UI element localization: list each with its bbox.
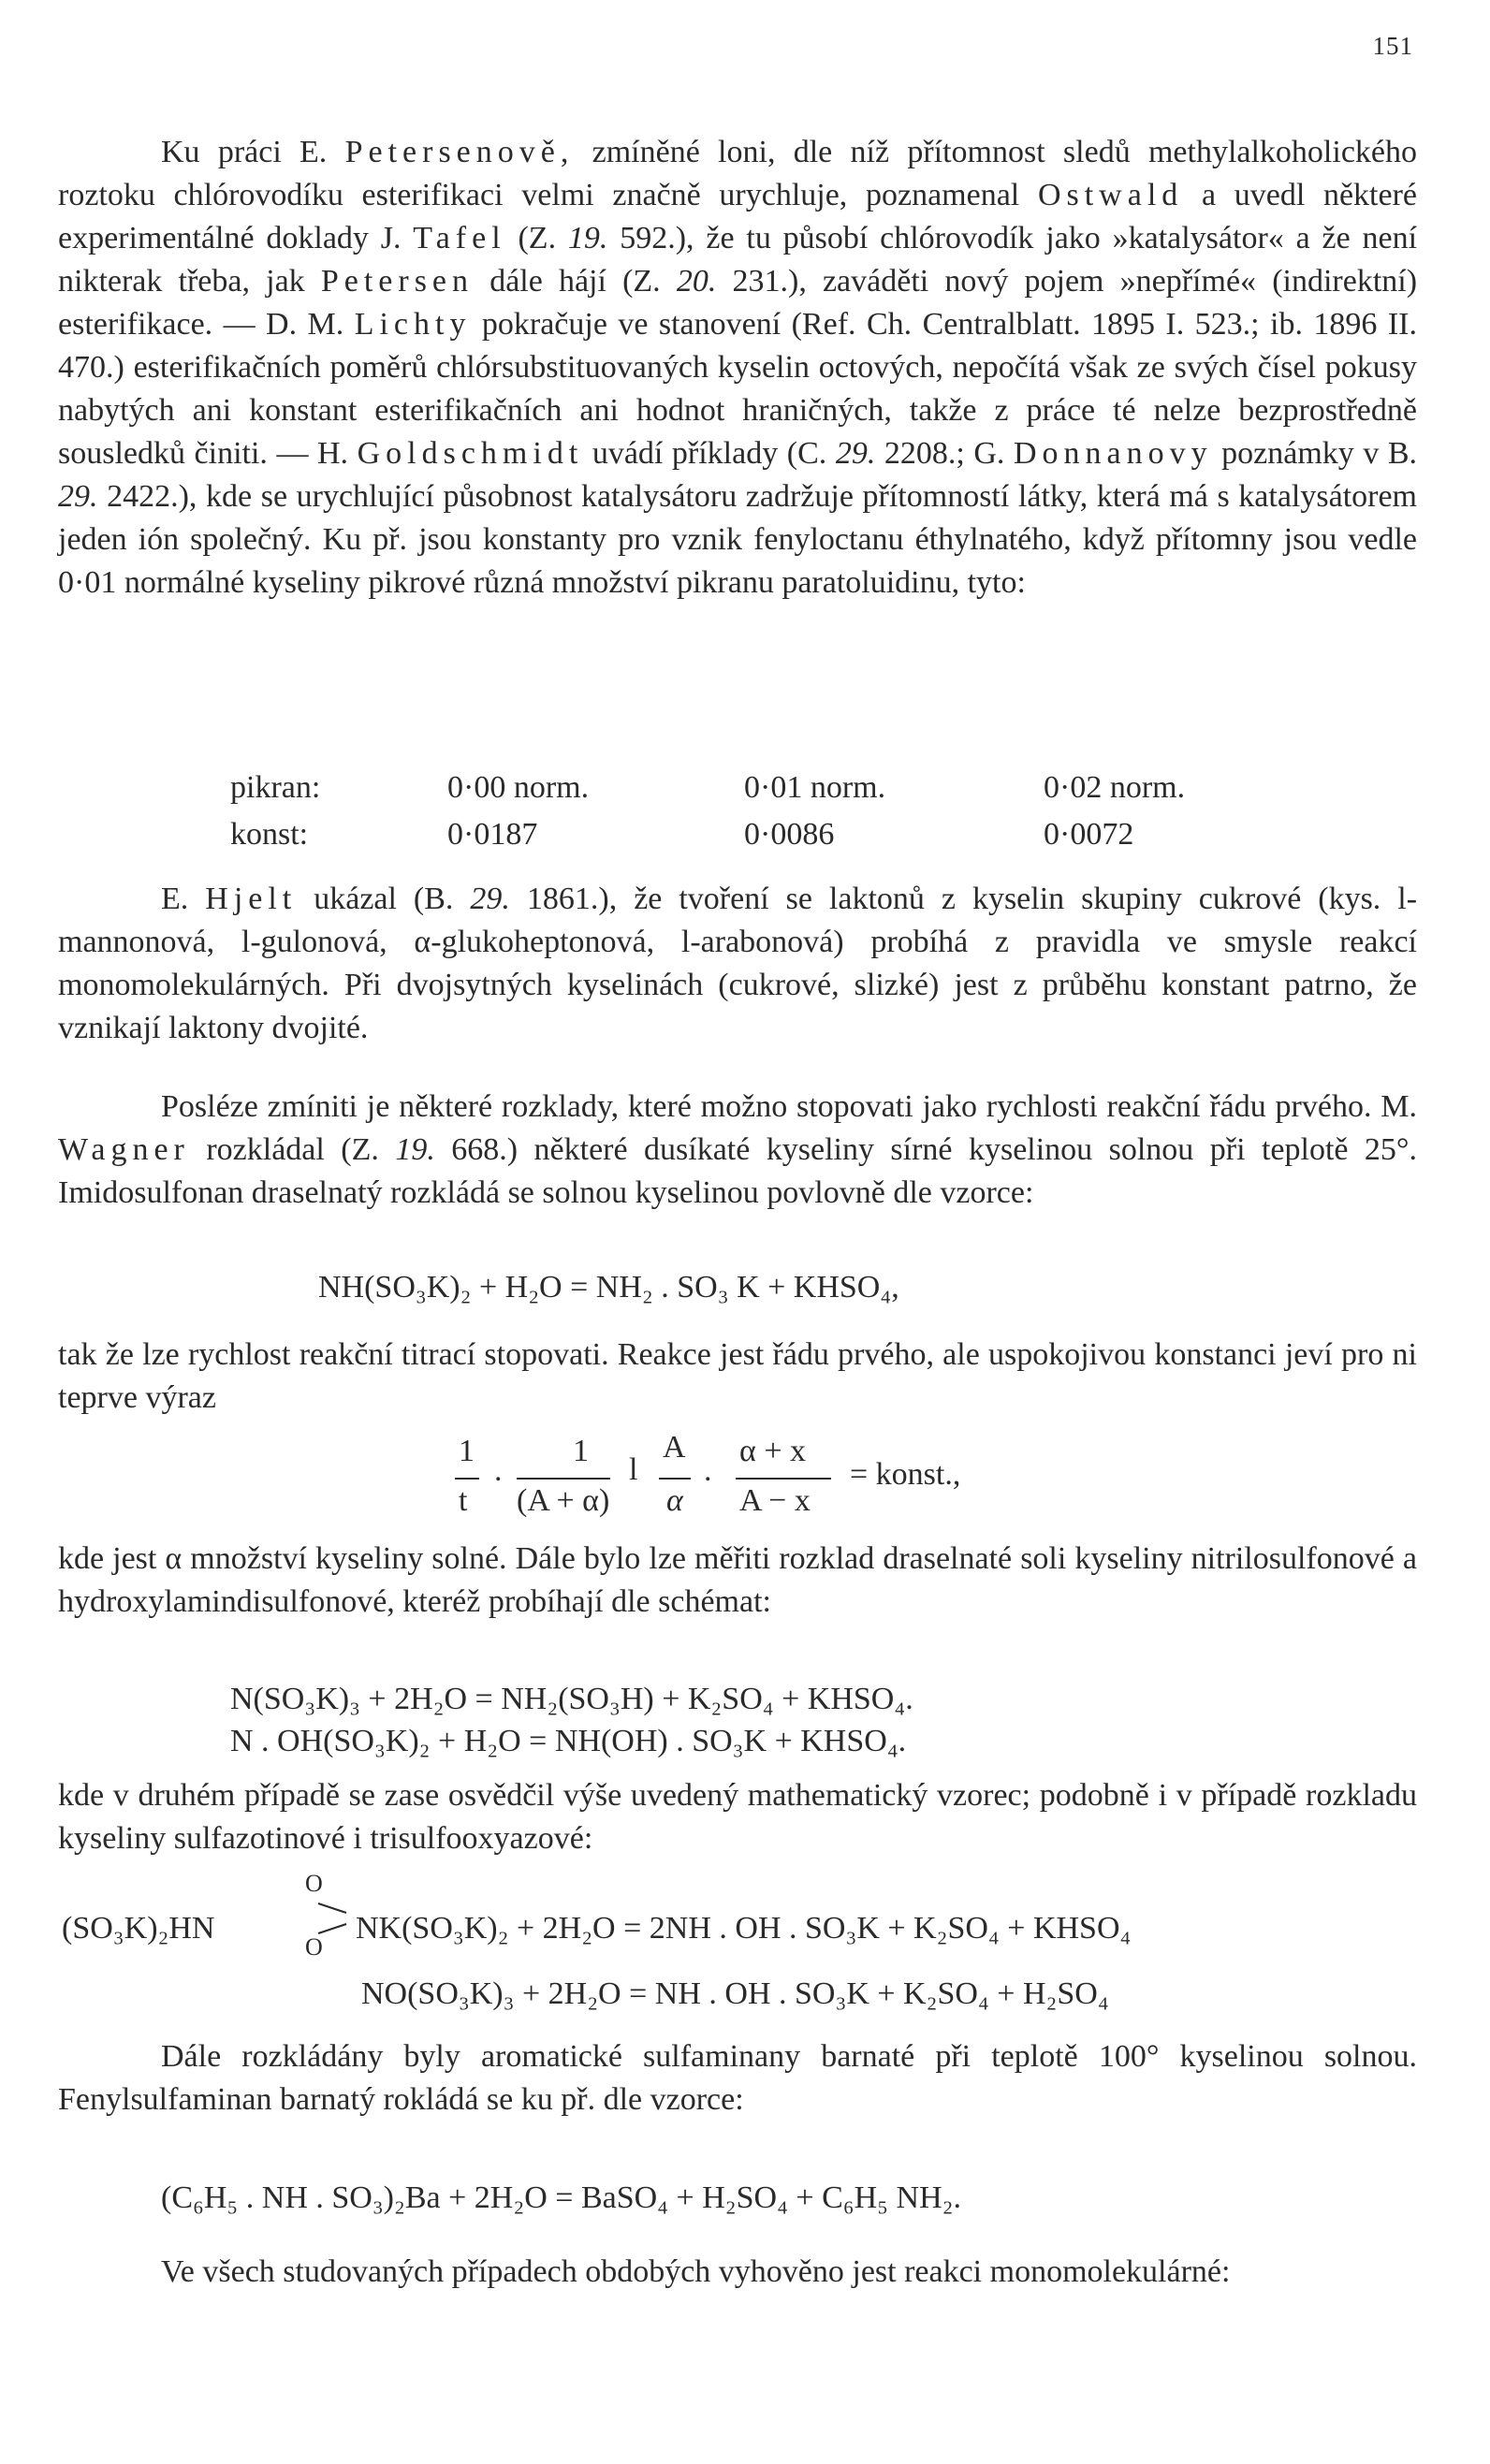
author-name: Hjelt <box>205 882 298 916</box>
text-span: 2208.; G. <box>884 436 1005 471</box>
bond-line <box>318 1924 346 1933</box>
author-name: Petersenově, <box>344 135 575 169</box>
volume-number: 19. <box>395 1132 435 1167</box>
log-symbol: l <box>629 1452 638 1487</box>
fraction-denominator: A − x <box>739 1483 811 1518</box>
text-span: 1861.), že tvoření se laktonů z kyselin skupiny cukrové (kys. l-mannonová, l-gulonová, α-glukoheptonová, l-arabonová) probíhá z pravidla ve smysle reakcí monomolekulárných. Při dvojsytných kyselinách (cukrové, slizké) jest z průběhu konstant patrno, že vznikají laktony dvojité. <box>58 882 1418 1045</box>
table-cell: 0·02 norm. <box>1044 770 1186 805</box>
volume-number: 29. <box>835 436 876 471</box>
table-cell: konst: <box>230 817 309 852</box>
text-span: E. <box>161 882 189 916</box>
table-cell: 0·00 norm. <box>447 770 590 805</box>
paragraph-6 <box>58 1774 1417 1860</box>
text-span: 592.), že tu působí chlórovodík jako »katalysátor« a že není nikterak třeba, jak <box>58 221 1418 299</box>
paragraph-7 <box>58 2035 1417 2121</box>
equation-3: N(SO₃K)₃ + 2H₂O = NH₂(SO₃H) + K₂SO₄ + KHSO₄. <box>230 1682 913 1716</box>
author-name: Goldschmidt <box>357 436 584 471</box>
volume-number: 29. <box>470 882 510 916</box>
table-cell: 0·0072 <box>1044 817 1134 852</box>
text-span: ukázal (B. <box>314 882 454 916</box>
equation-right: NK(SO₃K)₂ + 2H₂O = 2NH . OH . SO₃K + K₂SO₄ + KHSO₄ <box>356 1911 1132 1946</box>
author-name: Wagner <box>58 1132 190 1167</box>
paragraph-5 <box>58 1538 1417 1624</box>
text-span: Posléze zmíniti je některé rozklady, které možno stopovati jako rychlosti reakční řádu prvého. M. <box>161 1089 1417 1124</box>
table-cell: 0·0086 <box>744 817 835 852</box>
fraction-denominator: α <box>666 1483 683 1518</box>
text-span: 668.) některé dusíkaté kyseliny sírné kyselinou solnou při teplotě 25°. Imidosulfonan draselnatý rozkládá se solnou kyselinou povlovně dle vzorce: <box>58 1132 1418 1210</box>
volume-number: 19. <box>567 221 608 255</box>
fraction-numerator: 1 <box>573 1434 589 1468</box>
fraction-denominator: (A + α) <box>517 1483 610 1518</box>
paragraph-text: kde v druhém případě se zase osvědčil výše uvedený mathematický vzorec; podobně i v případě rozkladu kyseliny sulfazotinové i trisulfooxyazové: <box>58 1778 1417 1856</box>
text-span: pokračuje ve stanovení (Ref. Ch. Centralblatt. 1895 I. 523.; ib. 1896 II. 470.) esterifikačních poměrů chlórsubstituovaných kyselin octových, nepočítá však ze svých čísel pokusy nabytých ani konstant esterifikačních ani hodnot hraničných, takže z práce té nelze bezprostředně sousledků činiti. — H. <box>58 307 1417 471</box>
text-span: a uvedl některé experimentálné doklady J. <box>58 178 1418 255</box>
text-span: rozkládal (Z. <box>206 1132 379 1167</box>
text-span: dále hájí (Z. <box>489 264 661 299</box>
equation-left: (SO₃K)₂HN <box>62 1911 215 1946</box>
multiplication-dot: . <box>494 1453 503 1488</box>
text-span: poznámky v B. <box>1221 436 1418 471</box>
equation-6: NO(SO₃K)₃ + 2H₂O = NH . OH . SO₃K + K₂SO₄ + H₂SO₄ <box>361 1976 1109 2011</box>
table-cell: 0·01 norm. <box>744 770 886 805</box>
fraction-numerator: A <box>663 1430 686 1465</box>
volume-number: 29. <box>58 479 98 514</box>
table-cell: 0·0187 <box>447 817 538 852</box>
equation-1: NH(SO₃K)₂ + H₂O = NH₂ . SO₃ K + KHSO₄, <box>318 1270 899 1305</box>
paragraph-text: tak že lze rychlost reakční titrací stopovati. Reakce jest řádu prvého, ale uspokojivou konstanci jeví pro ni teprve výraz <box>58 1337 1417 1415</box>
oxygen-bottom: O <box>305 1933 323 1961</box>
author-name: Donnanovy <box>1013 436 1213 471</box>
author-name: Lichty <box>354 307 472 342</box>
fraction-numerator: α + x <box>739 1434 806 1468</box>
text-span: uvádí příklady (C. <box>592 436 827 471</box>
equation-4: N . OH(SO₃K)₂ + H₂O = NH(OH) . SO₃K + KHSO₄. <box>230 1724 907 1758</box>
text-span: (Z. <box>518 221 557 255</box>
equation-7: (C₆H₅ . NH . SO₃)₂Ba + 2H₂O = BaSO₄ + H₂SO₄ + C₆H₅ NH₂. <box>161 2180 961 2215</box>
equation-rhs: = konst., <box>850 1457 961 1492</box>
author-name: Ostwald <box>1037 178 1184 212</box>
paragraph-text: kde jest α množství kyseliny solné. Dále bylo lze měřiti rozklad draselnaté soli kyseliny nitrilosulfonové a hydroxylamindisulfonové, kteréž probíhají dle schémat: <box>58 1541 1417 1619</box>
multiplication-dot: . <box>704 1453 712 1488</box>
table-cell: pikran: <box>230 770 321 805</box>
volume-number: 20. <box>676 264 717 299</box>
oxygen-top: O <box>305 1870 323 1897</box>
fraction-numerator: 1 <box>459 1434 475 1468</box>
text-span: 2422.), kde se urychlující působnost katalysátoru zadržuje přítomností látky, která má s katalysátorem jeden ión společný. Ku př. jsou konstanty pro vznik fenyloctanu éthylnatého, když přítomny jsou vedle 0·01 normálné kyseliny pikrové různá množství pikranu paratoluidinu, tyto: <box>58 479 1418 600</box>
bond-line <box>318 1903 346 1913</box>
paragraph-8 <box>58 2251 1417 2294</box>
text-span: 231.), zaváděti nový pojem »nepřímé« (indirektní) esterifikace. — D. M. <box>58 264 1418 342</box>
paragraph-text: Dále rozkládány byly aromatické sulfaminany barnaté při teplotě 100° kyselinou solnou. Fenylsulfaminan barnatý rokládá se ku př. dle vzorce: <box>58 2039 1417 2117</box>
fraction-denominator: t <box>459 1483 468 1518</box>
author-name: Petersen <box>320 264 475 299</box>
page-number: 151 <box>1372 32 1413 60</box>
paragraph-text: Ve všech studovaných případech obdobých vyhověno jest reakci monomolekulárné: <box>161 2254 1231 2289</box>
author-name: Tafel <box>413 221 506 255</box>
text-span: Ku práci E. <box>161 135 328 169</box>
text-span: zmíněné loni, dle níž přítomnost sledů methylalkoholického roztoku chlórovodíku esterifikaci velmi značně urychluje, poznamenal <box>58 135 1417 212</box>
